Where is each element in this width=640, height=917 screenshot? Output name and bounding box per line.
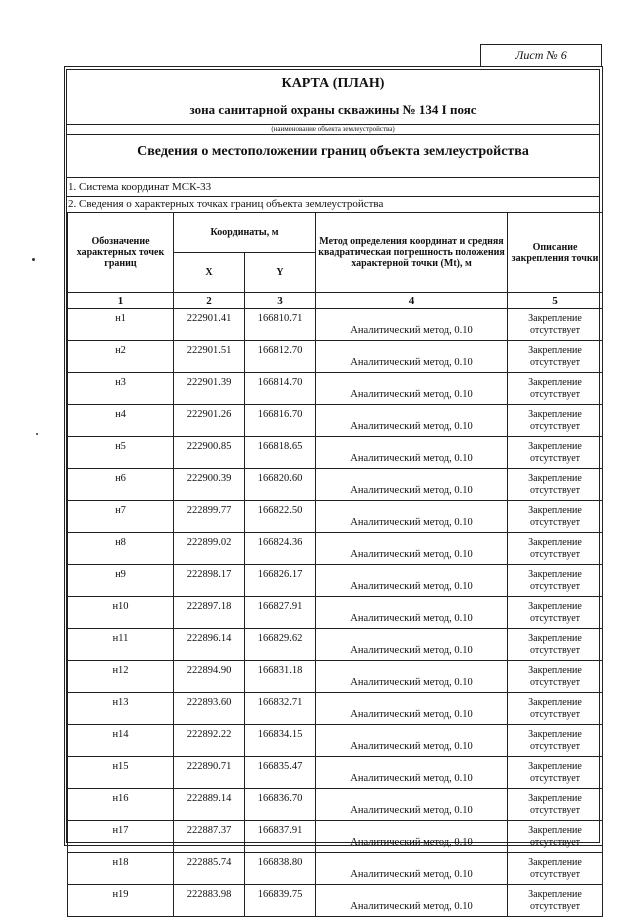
- point-id: н19: [68, 885, 174, 917]
- method-cell: Аналитический метод, 0.10: [316, 789, 508, 821]
- divider: [67, 177, 599, 178]
- coord-y: 166827.91: [245, 597, 316, 629]
- coord-y: 166826.17: [245, 565, 316, 597]
- fixing-cell: Закрепление отсутствует: [508, 693, 603, 725]
- col-number: 1: [68, 293, 174, 309]
- table-row: [68, 821, 603, 853]
- method-cell: Аналитический метод, 0.10: [316, 501, 508, 533]
- coord-y: 166810.71: [245, 309, 316, 341]
- method-cell: Аналитический метод, 0.10: [316, 565, 508, 597]
- coord-x: 222894.90: [174, 661, 245, 693]
- table-row: [68, 565, 603, 597]
- method-cell: Аналитический метод, 0.10: [316, 821, 508, 853]
- col-method: Метод определения координат и средняя квадратическая погрешность положения характерной точки (Mt), м: [316, 213, 508, 293]
- document-frame: [64, 66, 603, 912]
- point-id: н2: [68, 341, 174, 373]
- fixing-cell: Закрепление отсутствует: [508, 533, 603, 565]
- col-designation: Обозначение характерных точек границ: [68, 213, 174, 293]
- points-header: 2. Сведения о характерных точках границ объекта землеустройства: [68, 198, 384, 210]
- method-cell: Аналитический метод, 0.10: [316, 629, 508, 661]
- divider: [67, 196, 599, 197]
- coord-x: 222893.60: [174, 693, 245, 725]
- coord-x: 222889.14: [174, 789, 245, 821]
- coord-x: 222901.39: [174, 373, 245, 405]
- point-id: н9: [68, 565, 174, 597]
- point-id: н5: [68, 437, 174, 469]
- col-number: 3: [245, 293, 316, 309]
- method-cell: Аналитический метод, 0.10: [316, 597, 508, 629]
- fixing-cell: Закрепление отсутствует: [508, 725, 603, 757]
- fixing-cell: Закрепление отсутствует: [508, 437, 603, 469]
- coord-y: 166838.80: [245, 853, 316, 885]
- coord-y: 166839.75: [245, 885, 316, 917]
- point-id: н13: [68, 693, 174, 725]
- fixing-cell: Закрепление отсутствует: [508, 757, 603, 789]
- method-cell: Аналитический метод, 0.10: [316, 661, 508, 693]
- method-cell: Аналитический метод, 0.10: [316, 469, 508, 501]
- method-cell: Аналитический метод, 0.10: [316, 373, 508, 405]
- coord-x: 222901.51: [174, 341, 245, 373]
- method-cell: Аналитический метод, 0.10: [316, 757, 508, 789]
- fixing-cell: Закрепление отсутствует: [508, 501, 603, 533]
- point-id: н16: [68, 789, 174, 821]
- coord-x: 222900.39: [174, 469, 245, 501]
- coord-x: 222890.71: [174, 757, 245, 789]
- point-id: н17: [68, 821, 174, 853]
- fixing-cell: Закрепление отсутствует: [508, 341, 603, 373]
- col-y: Y: [245, 253, 316, 293]
- method-cell: Аналитический метод, 0.10: [316, 533, 508, 565]
- coord-x: 222885.74: [174, 853, 245, 885]
- coord-x: 222899.02: [174, 533, 245, 565]
- point-id: н15: [68, 757, 174, 789]
- coord-y: 166816.70: [245, 405, 316, 437]
- fixing-cell: Закрепление отсутствует: [508, 629, 603, 661]
- point-id: н7: [68, 501, 174, 533]
- method-cell: Аналитический метод, 0.10: [316, 437, 508, 469]
- fixing-cell: Закрепление отсутствует: [508, 661, 603, 693]
- scan-speck: [32, 258, 35, 261]
- point-id: н8: [68, 533, 174, 565]
- point-id: н3: [68, 373, 174, 405]
- coord-y: 166837.91: [245, 821, 316, 853]
- coordinate-system: 1. Система координат МСК-33: [68, 181, 212, 193]
- col-number: 5: [508, 293, 603, 309]
- table-row: [68, 693, 603, 725]
- object-caption: (наименование объекта землеустройства): [271, 125, 395, 133]
- col-fixing: Описание закрепления точки: [508, 213, 603, 293]
- scan-speck: [36, 433, 38, 435]
- table-row: [68, 501, 603, 533]
- method-cell: Аналитический метод, 0.10: [316, 693, 508, 725]
- coord-y: 166836.70: [245, 789, 316, 821]
- table-row: [68, 341, 603, 373]
- points-table: [67, 212, 603, 917]
- coord-x: 222900.85: [174, 437, 245, 469]
- coord-x: 222883.98: [174, 885, 245, 917]
- fixing-cell: Закрепление отсутствует: [508, 565, 603, 597]
- coord-x: 222901.26: [174, 405, 245, 437]
- method-cell: Аналитический метод, 0.10: [316, 725, 508, 757]
- point-id: н12: [68, 661, 174, 693]
- point-id: н14: [68, 725, 174, 757]
- coord-y: 166814.70: [245, 373, 316, 405]
- divider: [67, 134, 599, 135]
- coord-x: 222887.37: [174, 821, 245, 853]
- document-inner-frame: [66, 69, 600, 912]
- fixing-cell: Закрепление отсутствует: [508, 885, 603, 917]
- table-row: [68, 853, 603, 885]
- fixing-cell: Закрепление отсутствует: [508, 789, 603, 821]
- table-row: [68, 533, 603, 565]
- coord-y: 166824.36: [245, 533, 316, 565]
- table-row: [68, 309, 603, 341]
- fixing-cell: Закрепление отсутствует: [508, 405, 603, 437]
- point-id: н10: [68, 597, 174, 629]
- point-id: н4: [68, 405, 174, 437]
- method-cell: Аналитический метод, 0.10: [316, 885, 508, 917]
- fixing-cell: Закрепление отсутствует: [508, 821, 603, 853]
- method-cell: Аналитический метод, 0.10: [316, 405, 508, 437]
- page-subtitle: зона санитарной охраны скважины № 134 I пояс: [189, 102, 477, 117]
- point-id: н1: [68, 309, 174, 341]
- method-cell: Аналитический метод, 0.10: [316, 309, 508, 341]
- col-number: 4: [316, 293, 508, 309]
- coord-y: 166820.60: [245, 469, 316, 501]
- section-title: Сведения о местоположении границ объекта землеустройства: [137, 144, 529, 159]
- coord-y: 166831.18: [245, 661, 316, 693]
- method-cell: Аналитический метод, 0.10: [316, 341, 508, 373]
- coord-y: 166818.65: [245, 437, 316, 469]
- coord-y: 166829.62: [245, 629, 316, 661]
- table-row: [68, 661, 603, 693]
- coord-x: 222896.14: [174, 629, 245, 661]
- table-row: [68, 629, 603, 661]
- page-title: КАРТА (ПЛАН): [281, 76, 385, 91]
- fixing-cell: Закрепление отсутствует: [508, 309, 603, 341]
- coord-x: 222899.77: [174, 501, 245, 533]
- table-row: [68, 373, 603, 405]
- table-row: [68, 789, 603, 821]
- fixing-cell: Закрепление отсутствует: [508, 469, 603, 501]
- fixing-cell: Закрепление отсутствует: [508, 373, 603, 405]
- table-row: [68, 437, 603, 469]
- table-row: [68, 725, 603, 757]
- col-number: 2: [174, 293, 245, 309]
- coord-x: 222901.41: [174, 309, 245, 341]
- col-x: X: [174, 253, 245, 293]
- point-id: н11: [68, 629, 174, 661]
- table-row: [68, 757, 603, 789]
- fixing-cell: Закрепление отсутствует: [508, 853, 603, 885]
- coord-x: 222898.17: [174, 565, 245, 597]
- coord-y: 166835.47: [245, 757, 316, 789]
- col-coordinates: Координаты, м: [174, 213, 316, 253]
- coord-y: 166834.15: [245, 725, 316, 757]
- method-cell: Аналитический метод, 0.10: [316, 853, 508, 885]
- coord-y: 166822.50: [245, 501, 316, 533]
- table-row: [68, 405, 603, 437]
- point-id: н18: [68, 853, 174, 885]
- coord-y: 166812.70: [245, 341, 316, 373]
- coord-y: 166832.71: [245, 693, 316, 725]
- table-row: [68, 597, 603, 629]
- fixing-cell: Закрепление отсутствует: [508, 597, 603, 629]
- table-row: [68, 469, 603, 501]
- coord-x: 222897.18: [174, 597, 245, 629]
- sheet-number: Лист № 6: [480, 44, 602, 66]
- point-id: н6: [68, 469, 174, 501]
- coord-x: 222892.22: [174, 725, 245, 757]
